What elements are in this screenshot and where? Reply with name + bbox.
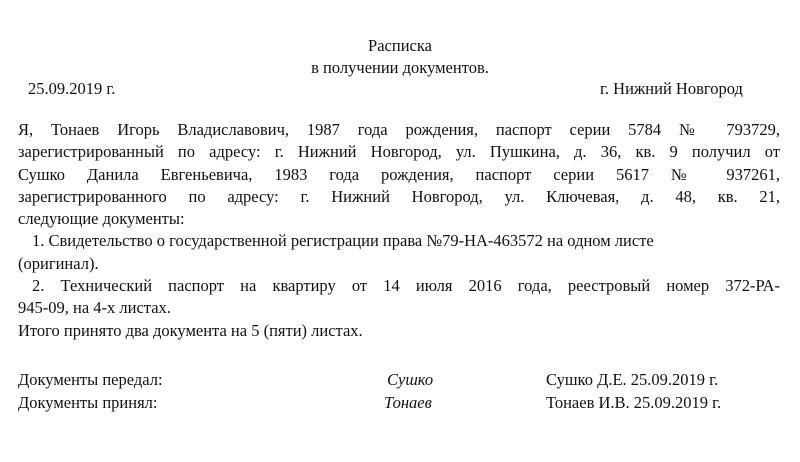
transferred-label: Документы передал: xyxy=(18,370,163,389)
total-summary: Итого принято два документа на 5 (пяти) листах. xyxy=(18,320,363,340)
body-line: зарегистрированного по адресу: г. Нижний Новгород, ул. Ключевая, д. 48, кв. 21, xyxy=(18,186,780,206)
body-line: (оригинал). xyxy=(18,253,99,273)
received-label: Документы принял: xyxy=(18,393,158,412)
received-name-date: Тонаев И.В. 25.09.2019 г. xyxy=(546,393,722,412)
body-line: следующие документы: xyxy=(18,209,185,229)
document-date: 25.09.2019 г. xyxy=(28,79,116,98)
document-city: г. Нижний Новгород xyxy=(600,79,743,98)
transferred-signature: Сушко xyxy=(387,370,434,389)
transferred-name-date: Сушко Д.Е. 25.09.2019 г. xyxy=(546,370,719,389)
received-signature: Тонаев xyxy=(384,393,432,412)
body-line: Сушко Данила Евгеньевича, 1983 года рождения, паспорт серии 5617 № 937261, xyxy=(18,164,780,184)
document-list-item: 2. Технический паспорт на квартиру от 14 июля 2016 года, реестровый номер 372-РА- xyxy=(32,276,780,296)
body-line: зарегистрированный по адресу: г. Нижний Новгород, ул. Пушкина, д. 36, кв. 9 получил от xyxy=(18,142,780,162)
body-line: Я, Тонаев Игорь Владиславович, 1987 года рождения, паспорт серии 5784 № 793729, xyxy=(18,120,780,139)
document-body xyxy=(18,119,780,342)
document-list-item: 1. Свидетельство о государственной регистрации права №79-НА-463572 на одном листе xyxy=(32,231,654,251)
document-subtitle: в получении документов. xyxy=(311,58,489,77)
document-title: Расписка xyxy=(368,36,432,55)
body-line: 945-09, на 4-х листах. xyxy=(18,298,171,318)
